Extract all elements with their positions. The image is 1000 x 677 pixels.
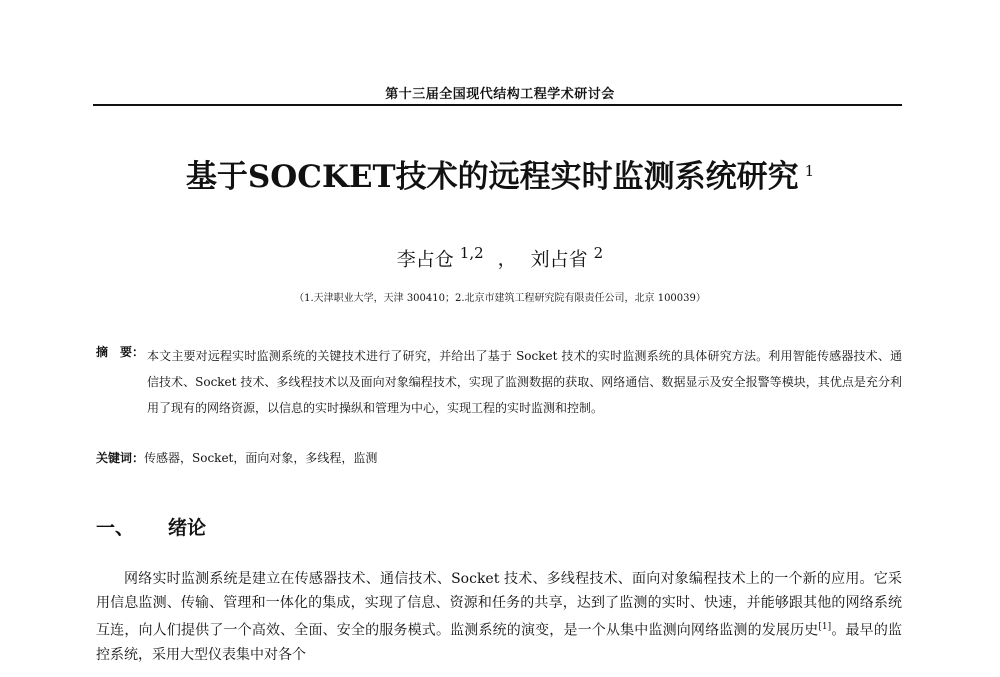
body-paragraph: [96, 567, 902, 667]
author-line: [0, 244, 1000, 271]
section-heading: [96, 513, 206, 540]
paragraph-text: 网络实时监测系统是建立在传感器技术、通信技术、Socket 技术、多线程技术、面向对象编程技术上的一个新的应用。它采用信息监测、传输、管理和一体化的集成，实现了信息、资源和任务的共享，达到了监测的实时、快速，并能够跟其他的网络系统互连，向人们提供了一个高效、全面、安全的服务模式。监测系统的演变，是一个从集中监测向网络监测的发展历史: [96, 571, 902, 639]
author-separator: ，: [497, 248, 517, 271]
section-number: 一、: [96, 517, 135, 539]
paper-title: [0, 151, 1000, 196]
title-text: 基于SOCKET技术的远程实时监测系统研究: [185, 159, 799, 195]
author-name: 李占仓: [396, 248, 454, 271]
keywords-text: 传感器，Socket，面向对象，多线程，监测: [144, 451, 378, 465]
author-name: 刘占省: [530, 248, 588, 271]
title-footnote-mark: 1: [804, 161, 815, 180]
author-affil-mark: 1,2: [459, 244, 484, 262]
running-header: 第十三届全国现代结构工程学术研讨会: [385, 87, 615, 102]
header-rule: [93, 104, 902, 106]
section-title: 绪论: [168, 517, 207, 539]
abstract-label: 摘 要：: [96, 345, 145, 359]
author-affil-mark: 2: [593, 244, 604, 262]
abstract-text: 本文主要对远程实时监测系统的关键技术进行了研究，并给出了基于 Socket 技术的实时监测系统的具体研究方法。利用智能传感器技术、通信技术、Socket 技术、多线程技术以及面向对象编程技术，实现了监测数据的获取、网络通信、数据显示及安全报警等模块，其优点是充分利用了现有的网络资源，以信息的实时操纵和管理为中心，实现工程的实时监测和控制。: [147, 349, 902, 415]
paragraph-text-continued: 。最早的监控系统，采用大型仪表集中对各个: [96, 622, 902, 663]
keywords-label: 关键词：: [96, 451, 145, 465]
keywords: [96, 449, 377, 466]
affiliations: （1.天津职业大学，天津 300410；2.北京市建筑工程研究院有限责任公司，北京 100039）: [294, 293, 706, 304]
citation-mark: [1]: [818, 622, 832, 632]
